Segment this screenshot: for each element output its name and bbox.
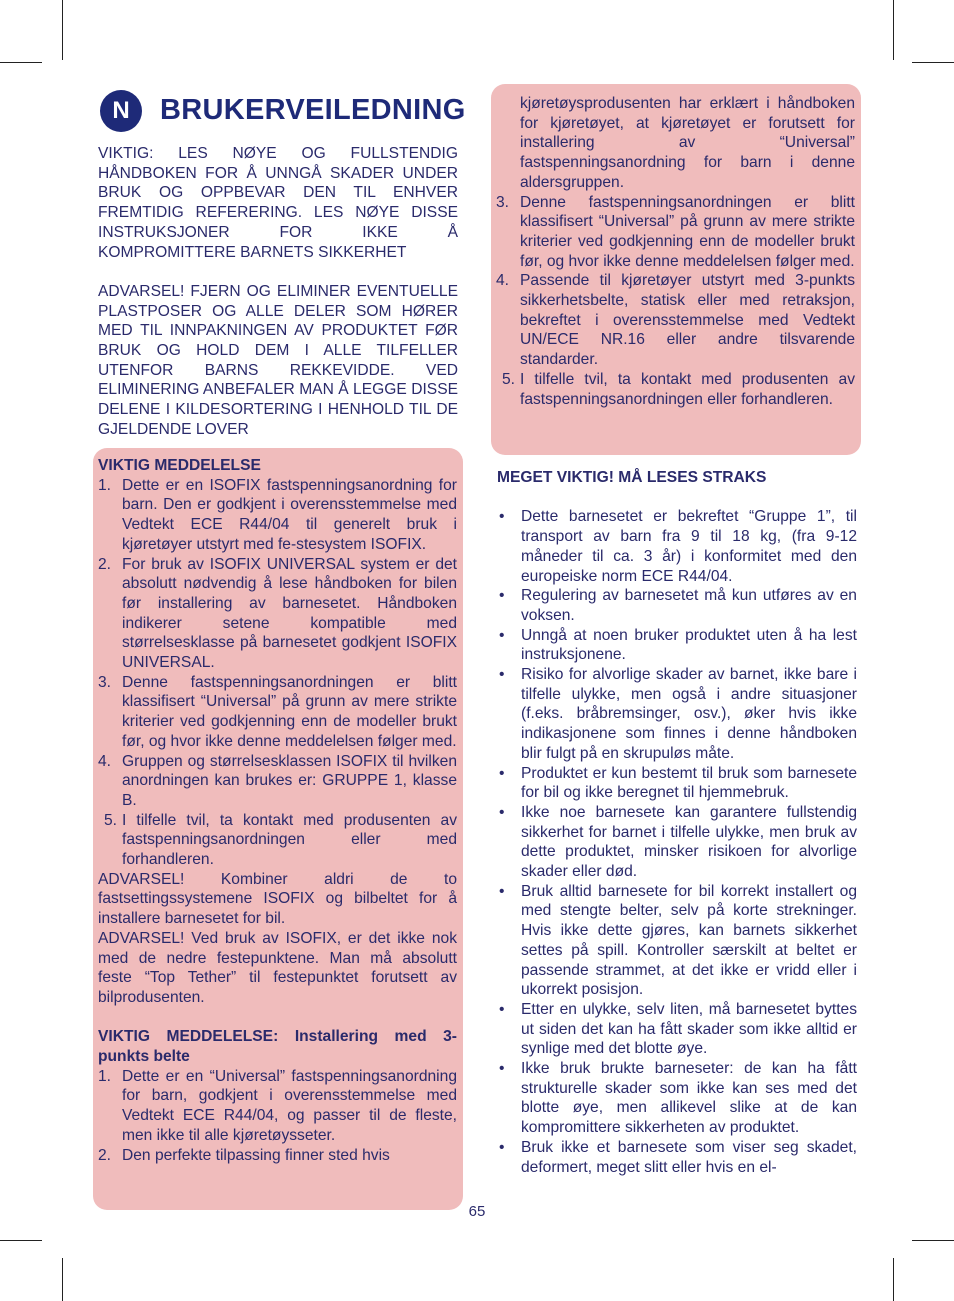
important-section (497, 468, 857, 1177)
list-item: 2. Den perfekte tilpassing finner sted hvis (98, 1146, 390, 1164)
page-header (98, 92, 466, 130)
continued-text: kjøretøysprodusenten har erklært i håndboken for kjøretøyet, at kjøretøyet er forutsett for installering av “Universal” fastspenningsanordning for barn i denne aldersgruppen. (520, 95, 855, 191)
list-item: • Produktet er kun bestemt til bruk som barnesete for bil og ikke beregnet til hjemmebruk. (499, 764, 857, 802)
list-item: 4. Passende til kjøretøyer utstyrt med 3-punkts sikkerhetsbelte, statisk eller med retraksjon, bekreftet i overensstemmelse med Vedtekt UN/ECE NR.16 eller andre tilsvarende standarder. (496, 272, 855, 369)
notice-box-isofix (93, 448, 463, 1210)
notice-box-belt (491, 84, 861, 455)
list-item: • Ikke noe barnesete kan garantere fullstendig sikkerhet for barnet i tilfelle ulykke, men bruk av dette produktet, minsker risikoen for alvorlige skader eller død. (499, 803, 857, 881)
list-item: • Unngå at noen bruker produktet uten å ha lest instruksjonene. (499, 626, 857, 664)
list-item: 5. I tilfelle tvil, ta kontakt med produsenten av fastspenningsanordningen eller forhandleren. (502, 370, 855, 408)
list-item: • Dette barnesetet er bekreftet “Gruppe 1”, til transport av barn fra 9 til 18 kg, (fra 9-12 måneder til ca. 3 år) i konformitet med den europeiske norm ECE R44/04. (499, 508, 857, 585)
language-badge: N (100, 90, 142, 132)
intro-warning: VIKTIG: LES NØYE OG FULLSTENDIG HÅNDBOKEN FOR Å UNNGÅ SKADER UNDER BRUK OG OPPBEVAR DEN TIL ENHVER FREMTIDIG REFERERING. LES NØYE DISSE INSTRUKSJONER FOR IKKE Å KOMPROMITTERE BARNETS SIKKERHET (98, 145, 458, 261)
crop-mark (0, 62, 42, 63)
list-item: 5. I tilfelle tvil, ta kontakt med produsenten av fastspenningsanordningen eller med forhandleren. (104, 811, 457, 869)
list-item: 2. For bruk av ISOFIX UNIVERSAL system er det absolutt nødvendig å lese håndboken for bilen før installering av barnesetet. Håndboken indikerer setene kompatible med størrelsesklasse på barnesetet godkjent ISOFIX UNIVERSAL. (98, 555, 457, 672)
notice-heading: VIKTIG MEDDELELSE (98, 457, 261, 474)
crop-mark (893, 1258, 894, 1301)
list-item: • Bruk alltid barnesete for bil korrekt installert og med stengte belter, selv på korte strekninger. Hvis ikke dette gjøres, kan barnets sikkerhet settes på spill. Kontroller særskilt at beltet er passende strammet, at det ikke er vridd eller i ukorrekt posisjon. (499, 882, 857, 999)
crop-mark (62, 0, 63, 60)
crop-mark (893, 0, 894, 60)
intro-advarsel: ADVARSEL! FJERN OG ELIMINER EVENTUELLE PLASTPOSER OG ALLE DELER SOM HØRER MED TIL INNPAKNINGEN AV PRODUKTET FØR BRUK OG HOLD DEM I ALLE TILFELLER UTENFOR BARNS REKKEVIDDE. VED ELIMINERING ANBEFALER MAN Å LEGGE DISSE DELENE I KILDESORTERING I HENHOLD TIL DE GJELDENDE LOVER (98, 282, 458, 438)
list-item: • Ikke bruk brukte barneseter: de kan ha fått strukturelle skader som ikke kan ses med det blotte øye, men allikevel slike at de kan kompromittere sikkerheten av produktet. (499, 1060, 857, 1137)
section-heading: MEGET VIKTIG! MÅ LESES STRAKS (497, 469, 767, 486)
left-column (98, 92, 466, 440)
list-item: 1. Dette er en ISOFIX fastspenningsanordning for barn. Den er godkjent i overensstemmelse med Vedtekt ECE R44/04 til generelt bruk i kjøretøyer utstyrt med fe-stesystem ISOFIX. (98, 476, 457, 553)
list-item: • Risiko for alvorlige skader av barnet, ikke bare i tilfelle ulykke, men også i andre situasjoner (f.eks. bråbremsinger, osv.), øker hvis ikke indikasjonene som finnes i denne håndboken blir fulgt på en skrupuløs måte. (499, 666, 857, 762)
list-item: • Bruk ikke et barnesete som viser seg skadet, deformert, meget slitt eller hvis en el- (499, 1138, 857, 1176)
list-item: 3. Denne fastspenningsanordningen er blitt klassifisert “Universal” på grunn av mere strikte kriterier ved godkjenning enn de modeller brukt før, og hvor ikke denne meddelelsen følger med. (98, 673, 457, 750)
warning-text: ADVARSEL! Ved bruk av ISOFIX, er det ikke nok med de nedre festepunktene. Man må absolutt feste “Top Tether” til festepunktet forutsett av bilprodusenten. (98, 929, 457, 1006)
crop-mark (912, 62, 954, 63)
page-title: BRUKERVEILEDNING (160, 94, 466, 127)
crop-mark (62, 1258, 63, 1301)
page-number: 65 (468, 1203, 486, 1220)
list-item: • Etter en ulykke, selv liten, må barnesetet byttes ut siden det kan ha fått skader som ikke alltid er synlige med det blotte øye. (499, 1000, 857, 1058)
list-item: 1. Dette er en “Universal” fastspenningsanordning for barn, godkjent i overensstemmelse med Vedtekt ECE R44/04, og passer til de fleste, men ikke til alle kjøretøysseter. (98, 1067, 457, 1144)
notice-heading: VIKTIG MEDDELELSE: Installering med 3-punkts belte (98, 1028, 457, 1066)
list-item: 4. Gruppen og størrelsesklassen ISOFIX til hvilken anordningen kan brukes er: GRUPPE 1, klasse B. (98, 752, 457, 809)
crop-mark (912, 1240, 954, 1241)
list-item: • Regulering av barnesetet må kun utføres av en voksen. (499, 587, 857, 624)
crop-mark (0, 1240, 42, 1241)
warning-text: ADVARSEL! Kombiner aldri de to fastsettingssystemene ISOFIX og bilbeltet for å installere barnesetet for bil. (98, 870, 457, 928)
list-item: 3. Denne fastspenningsanordningen er blitt klassifisert “Universal” på grunn av mere strikte kriterier ved godkjenning enn de modeller brukt før, og hvor ikke denne meddelelsen følger med. (496, 193, 855, 270)
